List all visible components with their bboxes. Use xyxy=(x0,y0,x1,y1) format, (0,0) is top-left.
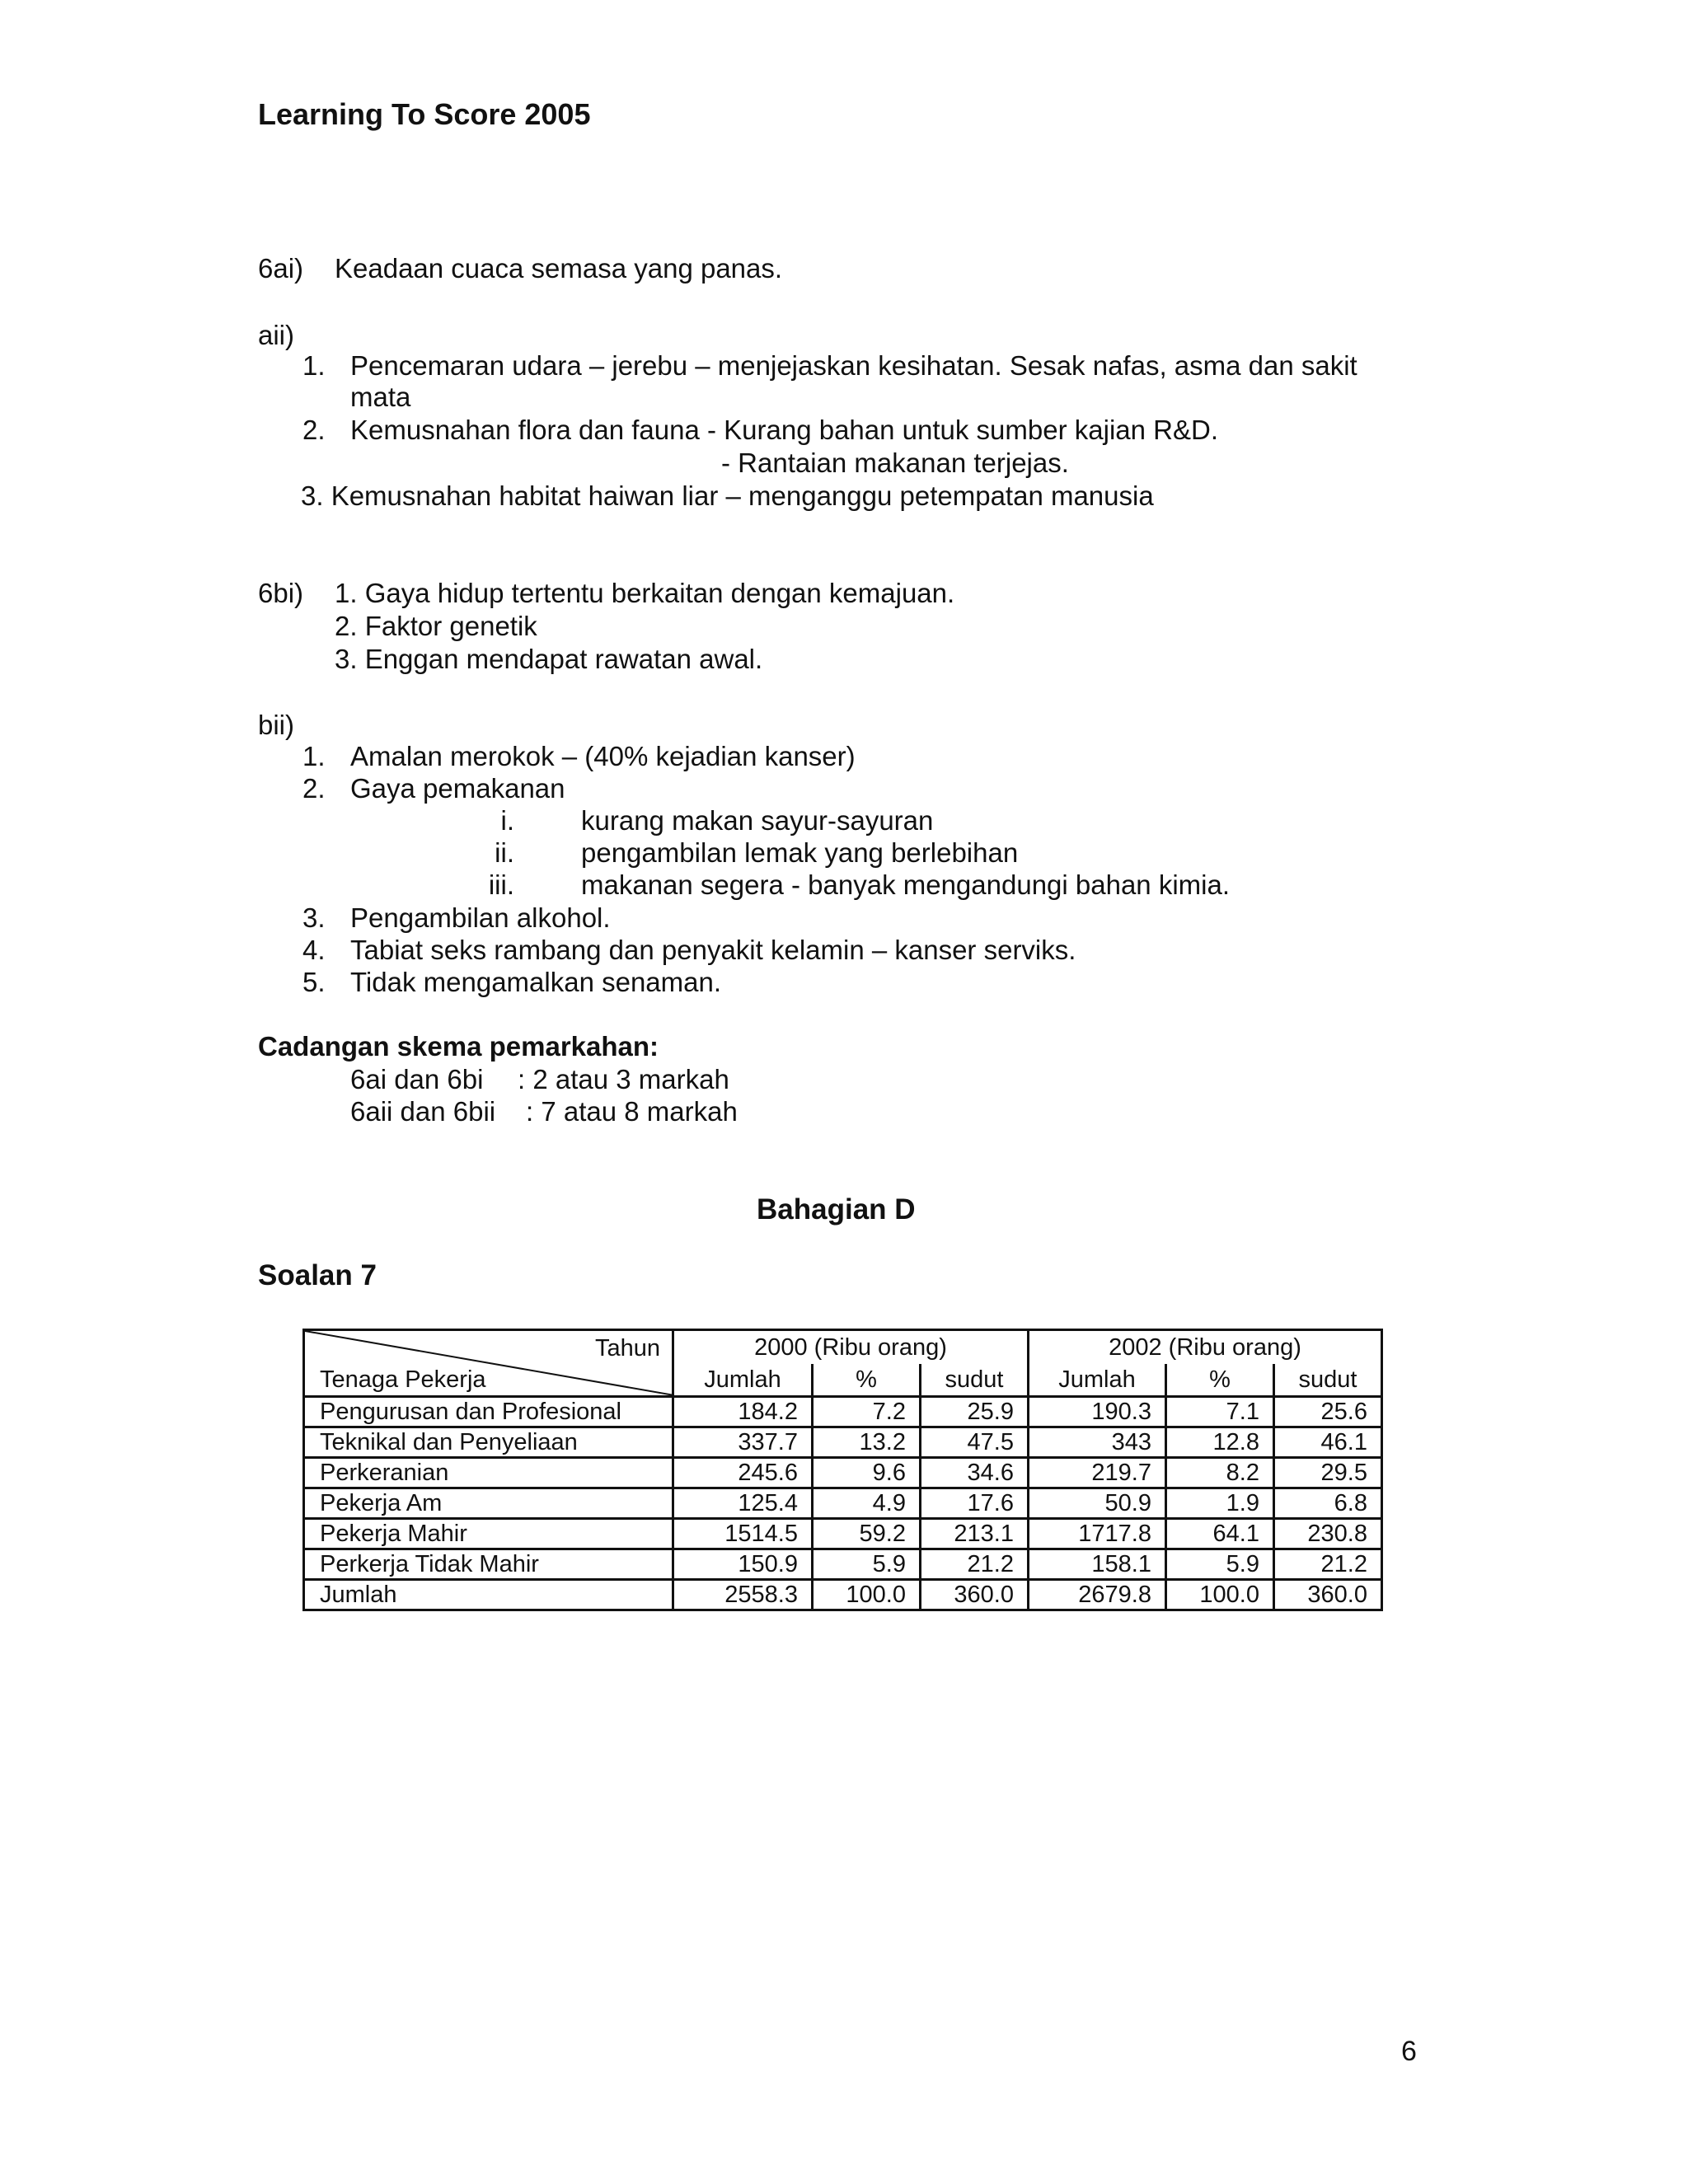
cell: 230.8 xyxy=(1274,1519,1382,1549)
col-header: % xyxy=(1166,1364,1274,1397)
cell: 343 xyxy=(1029,1427,1166,1458)
labour-table xyxy=(302,1329,1383,1611)
q6bii-item-num: 4. xyxy=(302,935,326,965)
q6ai-text: Keadaan cuaca semasa yang panas. xyxy=(335,253,783,284)
q6aii-item-num: 2. xyxy=(302,415,326,445)
cell: 21.2 xyxy=(921,1549,1029,1580)
q6bii-subitem-text: makanan segera - banyak mengandungi bahan kimia. xyxy=(581,869,1231,900)
q6bii-item-text: Tidak mengamalkan senaman. xyxy=(350,967,722,997)
scheme-row-value: : 7 atau 8 markah xyxy=(526,1096,738,1127)
cell: 6.8 xyxy=(1274,1488,1382,1519)
table-corner-cell xyxy=(304,1330,673,1397)
col-header: Jumlah xyxy=(673,1364,813,1397)
row-label: Perkerja Tidak Mahir xyxy=(304,1549,673,1580)
table-row xyxy=(304,1397,1382,1427)
cell: 13.2 xyxy=(813,1427,921,1458)
table-row xyxy=(304,1519,1382,1549)
q6bii-item-text: Amalan merokok – (40% kejadian kanser) xyxy=(350,741,856,771)
cell: 34.6 xyxy=(921,1458,1029,1488)
col-header: % xyxy=(813,1364,921,1397)
cell: 25.6 xyxy=(1274,1397,1382,1427)
cell: 8.2 xyxy=(1166,1458,1274,1488)
page-number: 6 xyxy=(1401,2036,1417,2067)
table-row xyxy=(304,1458,1382,1488)
q6bii-item-num: 5. xyxy=(302,967,326,997)
cell: 29.5 xyxy=(1274,1458,1382,1488)
q6aii-item-cont: mata xyxy=(350,382,411,412)
corner-worker-label: Tenaga Pekerja xyxy=(320,1366,486,1393)
table-row xyxy=(304,1549,1382,1580)
cell: 25.9 xyxy=(921,1397,1029,1427)
year-header-2002: 2002 (Ribu orang) xyxy=(1029,1330,1382,1365)
cell: 5.9 xyxy=(813,1549,921,1580)
q6bii-label: bii) xyxy=(258,710,295,740)
col-header: sudut xyxy=(921,1364,1029,1397)
q6aii-item-cont: - Rantaian makanan terjejas. xyxy=(721,448,1069,478)
cell: 213.1 xyxy=(921,1519,1029,1549)
cell: 2679.8 xyxy=(1029,1580,1166,1610)
q6bii-subitem-num: i. xyxy=(500,805,514,836)
cell: 100.0 xyxy=(813,1580,921,1610)
scheme-row-value: : 2 atau 3 markah xyxy=(518,1064,729,1094)
q6aii-label: aii) xyxy=(258,320,295,350)
cell: 184.2 xyxy=(673,1397,813,1427)
cell: 9.6 xyxy=(813,1458,921,1488)
table-row xyxy=(304,1427,1382,1458)
table-total-row xyxy=(304,1580,1382,1610)
cell: 21.2 xyxy=(1274,1549,1382,1580)
cell: 337.7 xyxy=(673,1427,813,1458)
q6aii-item-text: 3. Kemusnahan habitat haiwan liar – menganggu petempatan manusia xyxy=(301,480,1154,511)
cell: 2558.3 xyxy=(673,1580,813,1610)
q6bii-item-text: Pengambilan alkohol. xyxy=(350,902,611,933)
q6bii-item-text: Gaya pemakanan xyxy=(350,773,565,804)
cell: 12.8 xyxy=(1166,1427,1274,1458)
question-title: Soalan 7 xyxy=(258,1259,377,1291)
q6aii-item-text: Kemusnahan flora dan fauna - Kurang bahan untuk sumber kajian R&D. xyxy=(350,415,1218,445)
cell: 125.4 xyxy=(673,1488,813,1519)
row-label: Jumlah xyxy=(304,1580,673,1610)
q6bii-item-text: Tabiat seks rambang dan penyakit kelamin – kanser serviks. xyxy=(350,935,1076,965)
cell: 7.1 xyxy=(1166,1397,1274,1427)
cell: 17.6 xyxy=(921,1488,1029,1519)
cell: 360.0 xyxy=(921,1580,1029,1610)
scheme-row-label: 6aii dan 6bii xyxy=(350,1096,496,1127)
document-header: Learning To Score 2005 xyxy=(258,97,591,131)
q6bii-subitem-text: pengambilan lemak yang berlebihan xyxy=(581,837,1019,868)
row-label: Pengurusan dan Profesional xyxy=(304,1397,673,1427)
cell: 7.2 xyxy=(813,1397,921,1427)
q6bi-item: 3. Enggan mendapat rawatan awal. xyxy=(335,644,763,674)
q6aii-item-text: Pencemaran udara – jerebu – menjejaskan kesihatan. Sesak nafas, asma dan sakit xyxy=(350,350,1357,381)
q6bii-subitem-num: ii. xyxy=(495,837,514,868)
col-header: Jumlah xyxy=(1029,1364,1166,1397)
section-title: Bahagian D xyxy=(757,1193,916,1226)
row-label: Pekerja Mahir xyxy=(304,1519,673,1549)
col-header: sudut xyxy=(1274,1364,1382,1397)
cell: 360.0 xyxy=(1274,1580,1382,1610)
cell: 1.9 xyxy=(1166,1488,1274,1519)
row-label: Teknikal dan Penyeliaan xyxy=(304,1427,673,1458)
cell: 150.9 xyxy=(673,1549,813,1580)
cell: 1717.8 xyxy=(1029,1519,1166,1549)
q6bi-label: 6bi) xyxy=(258,578,304,608)
q6bii-item-num: 1. xyxy=(302,741,326,771)
cell: 100.0 xyxy=(1166,1580,1274,1610)
cell: 47.5 xyxy=(921,1427,1029,1458)
q6aii-item-num: 1. xyxy=(302,350,326,381)
q6bii-subitem-text: kurang makan sayur-sayuran xyxy=(581,805,934,836)
cell: 190.3 xyxy=(1029,1397,1166,1427)
row-label: Perkeranian xyxy=(304,1458,673,1488)
cell: 1514.5 xyxy=(673,1519,813,1549)
cell: 50.9 xyxy=(1029,1488,1166,1519)
row-label: Pekerja Am xyxy=(304,1488,673,1519)
q6bi-item: 1. Gaya hidup tertentu berkaitan dengan kemajuan. xyxy=(335,578,955,608)
q6bii-item-num: 3. xyxy=(302,902,326,933)
q6bii-subitem-num: iii. xyxy=(488,869,514,900)
cell: 245.6 xyxy=(673,1458,813,1488)
cell: 4.9 xyxy=(813,1488,921,1519)
cell: 5.9 xyxy=(1166,1549,1274,1580)
q6ai-label: 6ai) xyxy=(258,253,304,284)
scheme-title: Cadangan skema pemarkahan: xyxy=(258,1031,659,1062)
table-row xyxy=(304,1488,1382,1519)
scheme-row-label: 6ai dan 6bi xyxy=(350,1064,484,1094)
cell: 158.1 xyxy=(1029,1549,1166,1580)
year-header-2000: 2000 (Ribu orang) xyxy=(673,1330,1029,1365)
cell: 59.2 xyxy=(813,1519,921,1549)
cell: 46.1 xyxy=(1274,1427,1382,1458)
corner-year-label: Tahun xyxy=(594,1335,660,1361)
q6bi-item: 2. Faktor genetik xyxy=(335,611,537,641)
cell: 64.1 xyxy=(1166,1519,1274,1549)
q6bii-item-num: 2. xyxy=(302,773,326,804)
cell: 219.7 xyxy=(1029,1458,1166,1488)
